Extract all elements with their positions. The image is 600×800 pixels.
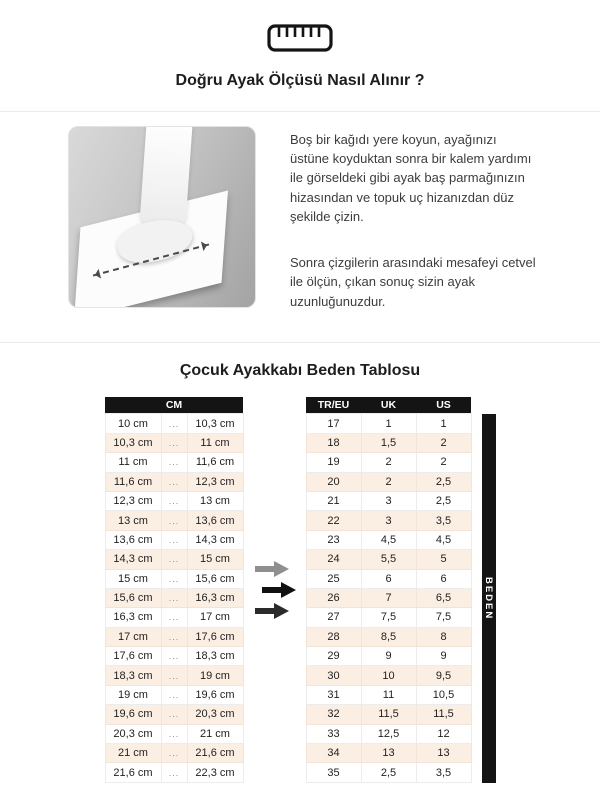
- table-cell: ...: [161, 511, 187, 530]
- table-row: [306, 433, 471, 452]
- table-cell: 1: [361, 414, 416, 433]
- table-cell: ...: [161, 685, 187, 704]
- table-cell: 5,5: [361, 550, 416, 569]
- table-cell: 18,3 cm: [105, 666, 161, 685]
- table-cell: 31: [306, 685, 361, 704]
- table-row: [306, 763, 471, 782]
- table-cell: 25: [306, 569, 361, 588]
- table-row: [306, 569, 471, 588]
- table-cell: ...: [161, 724, 187, 743]
- table-cell: ...: [161, 608, 187, 627]
- page-title: Doğru Ayak Ölçüsü Nasıl Alınır ?: [175, 72, 425, 89]
- table-cell: 11,6 cm: [105, 472, 161, 491]
- table-cell: 10,3 cm: [187, 414, 243, 433]
- table-row: [306, 724, 471, 743]
- table-cell: 10: [361, 666, 416, 685]
- table-cell: 13 cm: [105, 511, 161, 530]
- size-table-header-uk: UK: [361, 397, 416, 414]
- table-cell: 2,5: [361, 763, 416, 782]
- table-cell: 14,3 cm: [187, 530, 243, 549]
- table-cell: 12,3 cm: [187, 472, 243, 491]
- table-cell: 11,5: [416, 705, 471, 724]
- table-cell: 10 cm: [105, 414, 161, 433]
- table-row: [105, 666, 243, 685]
- table-cell: 35: [306, 763, 361, 782]
- table-row: [105, 414, 243, 433]
- table-row: [105, 685, 243, 704]
- table-cell: ...: [161, 666, 187, 685]
- table-cell: 6,5: [416, 588, 471, 607]
- table-cell: 18: [306, 433, 361, 452]
- table-cell: 16,3 cm: [105, 608, 161, 627]
- table-cell: 14,3 cm: [105, 550, 161, 569]
- table-cell: 13: [361, 744, 416, 763]
- table-cell: 12,3 cm: [105, 491, 161, 510]
- instruction-paragraph-2: Sonra çizgilerin arasındaki mesafeyi cetvel ile ölçün, çıkan sonuç sizin ayak uzunluğunuzdur.: [290, 255, 536, 309]
- table-row: [306, 550, 471, 569]
- table-row: [105, 763, 243, 782]
- table-cell: 4,5: [361, 530, 416, 549]
- table-row: [105, 472, 243, 491]
- table-cell: 33: [306, 724, 361, 743]
- table-cell: 3: [361, 511, 416, 530]
- table-row: [105, 588, 243, 607]
- table-row: [306, 608, 471, 627]
- table-row: [306, 511, 471, 530]
- table-row: [105, 569, 243, 588]
- table-row: [105, 550, 243, 569]
- table-cell: ...: [161, 744, 187, 763]
- table-cell: 7: [361, 588, 416, 607]
- table-cell: 12: [416, 724, 471, 743]
- table-row: [306, 453, 471, 472]
- table-cell: 34: [306, 744, 361, 763]
- table-cell: 28: [306, 627, 361, 646]
- table-cell: 13 cm: [187, 491, 243, 510]
- table-cell: 2: [361, 453, 416, 472]
- table-cell: 11,6 cm: [187, 453, 243, 472]
- foot-measurement-photo: [68, 126, 256, 308]
- table-cell: 10,5: [416, 685, 471, 704]
- table-row: [105, 608, 243, 627]
- table-row: [306, 491, 471, 510]
- table-cell: 1,5: [361, 433, 416, 452]
- table-cell: 15,6 cm: [105, 588, 161, 607]
- table-cell: 5: [416, 550, 471, 569]
- table-cell: 29: [306, 647, 361, 666]
- header: [0, 0, 600, 57]
- table-row: [306, 588, 471, 607]
- table-row: [306, 530, 471, 549]
- table-cell: ...: [161, 414, 187, 433]
- table-cell: ...: [161, 588, 187, 607]
- table-cell: 20: [306, 472, 361, 491]
- table-cell: 17 cm: [187, 608, 243, 627]
- cm-table: [105, 397, 244, 783]
- table-cell: 11 cm: [187, 433, 243, 452]
- table-cell: ...: [161, 453, 187, 472]
- table-row: [105, 724, 243, 743]
- table-cell: 17 cm: [105, 627, 161, 646]
- table-cell: 22: [306, 511, 361, 530]
- table-row: [105, 647, 243, 666]
- table-row: [306, 472, 471, 491]
- sock-leg: [139, 126, 193, 230]
- table-cell: 21 cm: [187, 724, 243, 743]
- table-cell: 3: [361, 491, 416, 510]
- table-cell: 3,5: [416, 511, 471, 530]
- table-cell: 17: [306, 414, 361, 433]
- table-cell: 18,3 cm: [187, 647, 243, 666]
- table-cell: 11 cm: [105, 453, 161, 472]
- table-cell: ...: [161, 705, 187, 724]
- table-row: [306, 685, 471, 704]
- arrow-right-icon: [255, 561, 289, 577]
- table-row: [306, 744, 471, 763]
- table-cell: 9: [361, 647, 416, 666]
- measure-section: [0, 112, 600, 311]
- instructions: [290, 126, 538, 311]
- table-cell: 19,6 cm: [105, 705, 161, 724]
- table-cell: 16,3 cm: [187, 588, 243, 607]
- table-cell: 30: [306, 666, 361, 685]
- table-cell: 10,3 cm: [105, 433, 161, 452]
- table-cell: 4,5: [416, 530, 471, 549]
- table-cell: 21: [306, 491, 361, 510]
- table-cell: ...: [161, 472, 187, 491]
- table-cell: ...: [161, 550, 187, 569]
- table-cell: 15 cm: [105, 569, 161, 588]
- table-cell: 17,6 cm: [187, 627, 243, 646]
- table-cell: 6: [361, 569, 416, 588]
- table-row: [306, 414, 471, 433]
- table-cell: 2: [416, 453, 471, 472]
- cm-table-body: [105, 414, 243, 782]
- table-cell: 8: [416, 627, 471, 646]
- table-cell: 8,5: [361, 627, 416, 646]
- divider: [0, 342, 600, 343]
- table-cell: 17,6 cm: [105, 647, 161, 666]
- table-row: [105, 453, 243, 472]
- table-cell: 20,3 cm: [187, 705, 243, 724]
- table-cell: 22,3 cm: [187, 763, 243, 782]
- table-row: [306, 666, 471, 685]
- table-cell: 11,5: [361, 705, 416, 724]
- conversion-arrows: [254, 561, 296, 619]
- table-cell: 13: [416, 744, 471, 763]
- table-cell: 19,6 cm: [187, 685, 243, 704]
- table-cell: ...: [161, 491, 187, 510]
- table-cell: 23: [306, 530, 361, 549]
- section-title: Çocuk Ayakkabı Beden Tablosu: [179, 361, 421, 379]
- table-cell: 19 cm: [187, 666, 243, 685]
- table-cell: 7,5: [361, 608, 416, 627]
- table-cell: 2,5: [416, 472, 471, 491]
- arrow-right-icon: [262, 582, 296, 598]
- table-cell: 20,3 cm: [105, 724, 161, 743]
- instruction-paragraph-1: Boş bir kağıdı yere koyun, ayağınızı üstüne koyduktan sonra bir kalem yardımı ile görseldeki gibi ayak baş parmağınızın hizasından ve topuk uç hizanızdan düz şekilde çizin.: [290, 132, 532, 224]
- table-cell: 12,5: [361, 724, 416, 743]
- table-row: [105, 511, 243, 530]
- table-cell: 11: [361, 685, 416, 704]
- table-cell: 27: [306, 608, 361, 627]
- table-row: [306, 647, 471, 666]
- table-row: [105, 433, 243, 452]
- table-row: [105, 627, 243, 646]
- table-cell: 15,6 cm: [187, 569, 243, 588]
- table-cell: 24: [306, 550, 361, 569]
- table-row: [105, 705, 243, 724]
- table-row: [105, 491, 243, 510]
- table-cell: 15 cm: [187, 550, 243, 569]
- size-tables: [0, 397, 600, 783]
- table-cell: 9: [416, 647, 471, 666]
- table-cell: 7,5: [416, 608, 471, 627]
- table-cell: ...: [161, 647, 187, 666]
- table-cell: ...: [161, 763, 187, 782]
- table-cell: 3,5: [416, 763, 471, 782]
- table-cell: 2: [361, 472, 416, 491]
- table-cell: 19: [306, 453, 361, 472]
- table-cell: 26: [306, 588, 361, 607]
- table-row: [306, 627, 471, 646]
- beden-side-label: BEDEN: [482, 414, 496, 783]
- table-cell: 21 cm: [105, 744, 161, 763]
- table-cell: ...: [161, 433, 187, 452]
- table-cell: 19 cm: [105, 685, 161, 704]
- table-cell: ...: [161, 569, 187, 588]
- table-cell: 13,6 cm: [187, 511, 243, 530]
- arrow-right-icon: [255, 603, 289, 619]
- table-cell: ...: [161, 530, 187, 549]
- cm-table-header-row: [105, 397, 243, 414]
- table-cell: 6: [416, 569, 471, 588]
- size-table-header-row: [306, 397, 471, 414]
- size-table-header-us: US: [416, 397, 471, 414]
- table-cell: 21,6 cm: [187, 744, 243, 763]
- table-cell: 2: [416, 433, 471, 452]
- table-row: [306, 705, 471, 724]
- cm-table-header: CM: [105, 397, 243, 414]
- table-cell: ...: [161, 627, 187, 646]
- table-cell: 2,5: [416, 491, 471, 510]
- table-cell: 9,5: [416, 666, 471, 685]
- table-cell: 13,6 cm: [105, 530, 161, 549]
- table-cell: 32: [306, 705, 361, 724]
- size-table-header-treu: TR/EU: [306, 397, 361, 414]
- size-table: [306, 397, 472, 783]
- table-row: [105, 744, 243, 763]
- table-cell: 21,6 cm: [105, 763, 161, 782]
- table-cell: 1: [416, 414, 471, 433]
- size-table-body: [306, 414, 471, 782]
- ruler-icon: [267, 24, 333, 57]
- table-row: [105, 530, 243, 549]
